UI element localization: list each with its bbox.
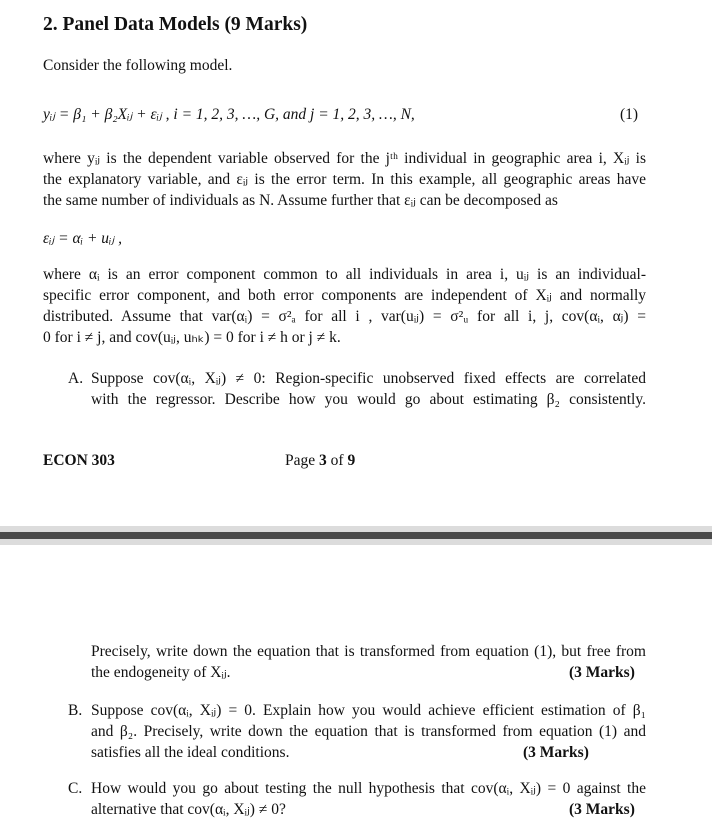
paragraph-1-line: the same number of individuals as N. Assume further that εᵢⱼ can be decomposed as: [43, 192, 558, 209]
paragraph-1-line: where yᵢⱼ is the dependent variable observed for the jᵗʰ individual in geographic area i, Xᵢⱼ is: [43, 150, 646, 167]
question-b-line: and β₂. Precisely, write down the equation that is transformed from equation (1) and: [91, 723, 646, 740]
paragraph-2-line: 0 for i ≠ j, and cov(uᵢⱼ, uₕₖ) = 0 for i ≠ h or j ≠ k.: [43, 329, 341, 346]
equation-1: yᵢⱼ = β₁ + β₂Xᵢⱼ + εᵢⱼ , i = 1, 2, 3, …, G, and j = 1, 2, 3, …, N,: [43, 106, 415, 123]
page-separator: [0, 526, 712, 545]
question-b-line: satisfies all the ideal conditions.: [91, 744, 290, 761]
paragraph-2: [43, 264, 646, 348]
footer-page-mid: of: [330, 452, 344, 469]
question-a-cont-line: Precisely, write down the equation that is transformed from equation (1), but free from: [91, 643, 646, 660]
paragraph-1: [43, 148, 646, 211]
question-a-label: A.: [68, 370, 84, 387]
footer-page-total: 9: [347, 452, 356, 469]
question-c-label: C.: [68, 780, 83, 797]
paragraph-2-line: specific error component, and both error components are independent of Xᵢⱼ and normally: [43, 287, 646, 304]
footer-page-number: [285, 450, 355, 471]
footer-course: ECON 303: [43, 452, 115, 469]
question-a-line: with the regressor. Describe how you would go about estimating β₂ consistently.: [91, 391, 646, 408]
page-4: [0, 545, 712, 830]
paragraph-1-line: the explanatory variable, and εᵢⱼ is the error term. In this example, all geographic areas have: [43, 171, 646, 188]
question-b-label: B.: [68, 702, 83, 719]
question-c-marks: (3 Marks): [569, 801, 635, 818]
question-a-line: Suppose cov(αᵢ, Xᵢⱼ) ≠ 0: Region-specific unobserved fixed effects are correlated: [91, 370, 646, 387]
question-c-text: [91, 778, 646, 820]
footer-page-current: 3: [319, 452, 327, 469]
footer-page-prefix: Page: [285, 452, 316, 469]
question-a-continued: [91, 641, 646, 683]
question-a-cont-line: the endogeneity of Xᵢⱼ.: [91, 664, 231, 681]
question-a-text: [91, 368, 646, 410]
question-a-marks: (3 Marks): [569, 664, 635, 681]
question-c-line: How would you go about testing the null hypothesis that cov(αᵢ, Xᵢⱼ) = 0 against the: [91, 780, 646, 797]
intro-text: Consider the following model.: [43, 57, 233, 74]
equation-2: εᵢⱼ = αᵢ + uᵢⱼ ,: [43, 230, 122, 247]
equation-1-number: (1): [620, 106, 639, 123]
paragraph-2-line: distributed. Assume that var(αᵢ) = σ²ₐ for all i , var(uᵢⱼ) = σ²ᵤ for all i, j, cov(αᵢ, αⱼ) =: [43, 308, 646, 325]
paragraph-2-line: where αᵢ is an error component common to all individuals in area i, uᵢⱼ is an individual-: [43, 266, 646, 283]
question-b-line: Suppose cov(αᵢ, Xᵢⱼ) = 0. Explain how you would achieve efficient estimation of β₁: [91, 702, 646, 719]
section-heading: 2. Panel Data Models (9 Marks): [43, 14, 308, 35]
question-c-line: alternative that cov(αᵢ, Xᵢⱼ) ≠ 0?: [91, 801, 286, 818]
question-b-marks: (3 Marks): [523, 744, 589, 761]
